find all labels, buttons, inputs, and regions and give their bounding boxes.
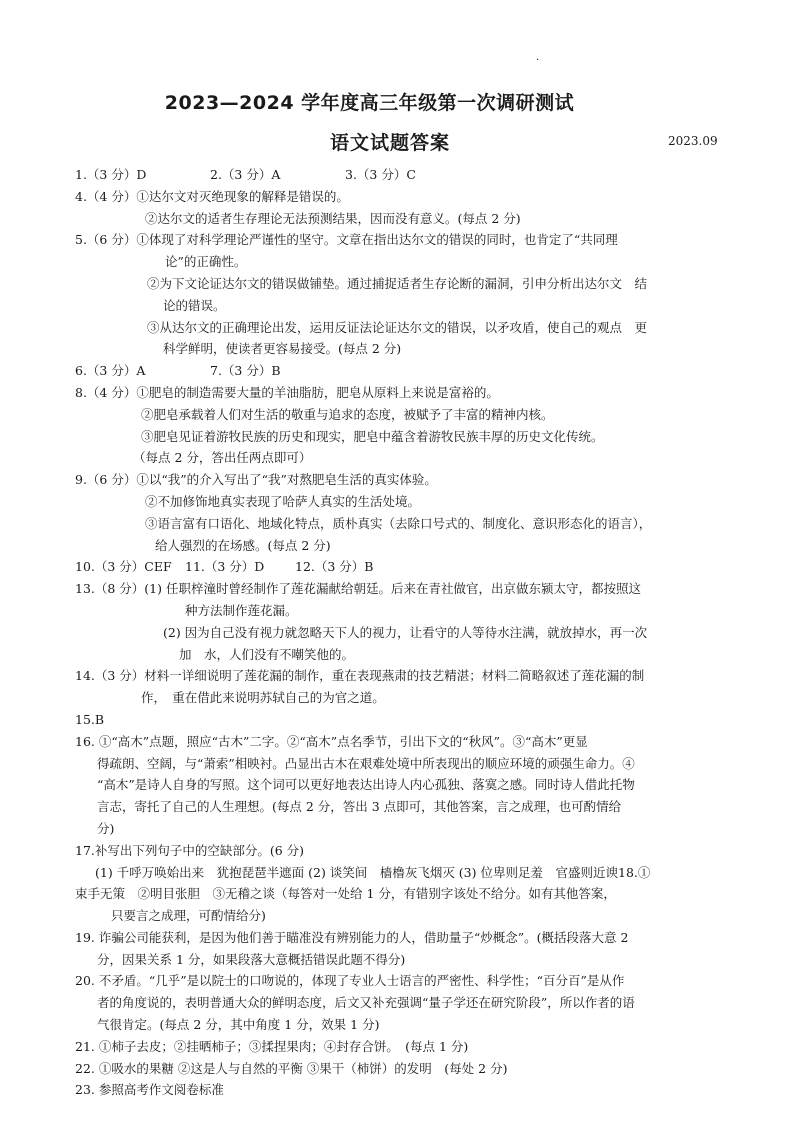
answer-16-line-1: 16. ①“高木”点题，照应“古木”二字。②“高木”点名季节，引出下文的“秋风”。③“高木”更显 — [75, 733, 588, 749]
answer-9-line-1: 9.（6 分）①以“我”的介入写出了“我”对熬肥皂生活的真实体验。 — [75, 472, 437, 488]
answer-21: 21. ①柿子去皮；②挂晒柿子；③揉捏果肉；④封存合饼。 (每点 1 分) — [75, 1038, 469, 1054]
answer-22: 22. ①吸水的果糖 ②这是人与自然的平衡 ③果干（柿饼）的发明 (每处 2 分) — [75, 1060, 508, 1076]
answer-16-line-4: 言志，寄托了自己的人生理想。(每点 2 分，答出 3 点即可，其他答案，言之成理，也可酌情给 — [97, 799, 622, 815]
answer-13-line-1: 13.（8 分）(1) 任职梓潼时曾经制作了莲花漏献给朝廷。后来在青社做官，出京做东颍太守，都按照这 — [75, 581, 641, 597]
stray-dot: . — [536, 52, 540, 63]
answer-row-1-3 — [75, 164, 735, 186]
answer-13-line-4: 加 水，人们没有不嘲笑他的。 — [179, 646, 355, 662]
answer-20-line-3: 气很肯定。(每点 2 分，其中角度 1 分，效果 1 分) — [97, 1017, 380, 1033]
answer-9-line-3: ③语言富有口语化、地域化特点，质朴真实（去除口号式的、制度化、意识形态化的语言）， — [145, 515, 652, 531]
answer-1: 1.（3 分）D — [75, 167, 147, 182]
answer-12: 12.（3 分）B — [295, 559, 374, 575]
answer-14-line-2: 作， 重在借此来说明苏轼自己的为官之道。 — [141, 690, 385, 706]
answer-17-line-3: 束手无策 ②明目张胆 ③无稽之谈（每答对一处给 1 分，有错别字该处不给分。如有其他答案， — [75, 886, 616, 902]
answer-8-line-4: （每点 2 分，答出任两点即可） — [133, 450, 312, 466]
answer-8-line-1: 8.（4 分）①肥皂的制造需要大量的羊油脂肪，肥皂从原料上来说是富裕的。 — [75, 384, 499, 400]
answer-body — [75, 164, 735, 1101]
answer-16-line-5: 分) — [97, 820, 115, 836]
answer-5-line-5: ③从达尔文的正确理论出发，运用反证法论证达尔文的错误，以矛攻盾，使自己的观点 更 — [147, 319, 648, 335]
answer-3: 3.（3 分）C — [345, 167, 416, 182]
answer-19-line-1: 19. 诈骗公司能获利，是因为他们善于瞄准没有辨别能力的人，借助量子“炒概念”。(概括段落大意 2 — [75, 929, 629, 945]
answer-17-line-2: (1) 千呼万唤始出来 犹抱琵琶半遮面 (2) 谈笑间 樯橹灰飞烟灭 (3) 位卑则足羞 官盛则近谀18.① — [95, 864, 651, 880]
answer-20-line-2: 者的角度说的，表明普通大众的鲜明态度，后文又补充强调“量子学还在研究阶段”，所以作者的语 — [97, 995, 635, 1011]
answer-2: 2.（3 分）A — [210, 167, 281, 182]
answer-17-line-1: 17.补写出下列句子中的空缺部分。(6 分) — [75, 842, 305, 858]
page-title: 2023—2024 学年度高三年级第一次调研测试 — [164, 92, 575, 114]
answer-8-line-2: ②肥皂承载着人们对生活的敬重与追求的态度，被赋予了丰富的精神内核。 — [141, 406, 554, 422]
answer-9-line-2: ②不加修饰地真实表现了哈萨人真实的生活处境。 — [145, 493, 421, 509]
answer-11: 11.（3 分）D — [185, 559, 265, 575]
answer-row-6-7 — [75, 360, 735, 382]
answer-7: 7.（3 分）B — [210, 363, 281, 379]
answer-6: 6.（3 分）A — [75, 363, 146, 379]
answer-5-line-3: ②为下文论证达尔文的错误做铺垫。通过捕捉适者生存论断的漏洞，引申分析出达尔文 结 — [147, 275, 648, 291]
date-label: 2023.09 — [668, 134, 718, 148]
answer-13-line-2: 种方法制作莲花漏。 — [185, 602, 298, 618]
answer-5-line-2: 论”的正确性。 — [165, 254, 247, 270]
answer-17-line-4: 只要言之成理，可酌情给分) — [111, 908, 266, 924]
answer-9-line-4: 给人强烈的在场感。(每点 2 分) — [155, 537, 331, 553]
page-subtitle: 语文试题答案 — [330, 132, 451, 154]
answer-8-line-3: ③肥皂见证着游牧民族的历史和现实，肥皂中蕴含着游牧民族丰厚的历史文化传统。 — [141, 428, 604, 444]
answer-23: 23. 参照高考作文阅卷标准 — [75, 1082, 224, 1098]
answer-16-line-3: “高木”是诗人自身的写照。这个词可以更好地表达出诗人内心孤独、落寞之感。同时诗人借此托物 — [97, 777, 635, 793]
answer-5-line-1: 5.（6 分）①体现了对科学理论严谨性的坚守。文章在指出达尔文的错误的同时，也肯定了“共同理 — [75, 232, 618, 248]
answer-16-line-2: 得疏朗、空阔，与“萧索”相映衬。凸显出古木在艰难处境中所表现出的顺应环境的顽强生命力。④ — [97, 755, 635, 771]
answer-19-line-2: 分，因果关系 1 分，如果段落大意概括错误此题不得分) — [97, 951, 406, 967]
answer-10: 10.（3 分）CEF — [75, 559, 172, 575]
answer-15: 15.B — [75, 711, 105, 727]
answer-4-line-2: ②达尔文的适者生存理论无法预测结果，因而没有意义。(每点 2 分) — [145, 210, 521, 226]
answer-14-line-1: 14.（3 分）材料一详细说明了莲花漏的制作，重在表现燕肃的技艺精湛；材料二简略叙述了莲花漏的制 — [75, 668, 645, 684]
answer-5-line-6: 科学鲜明，使读者更容易接受。(每点 2 分) — [163, 341, 402, 357]
answer-4-line-1: 4.（4 分）①达尔文对灭绝现象的解释是错误的。 — [75, 188, 349, 204]
answer-row-10-12 — [75, 556, 735, 578]
answer-20-line-1: 20. 不矛盾。“几乎”是以院士的口吻说的，体现了专业人士语言的严密性、科学性；“百分百”是从作 — [75, 973, 625, 989]
answer-13-line-3: (2) 因为自己没有视力就忽略天下人的视力，让看守的人等待水注满，就放掉水，再一次 — [163, 624, 648, 640]
answer-5-line-4: 论的错误。 — [163, 297, 226, 313]
